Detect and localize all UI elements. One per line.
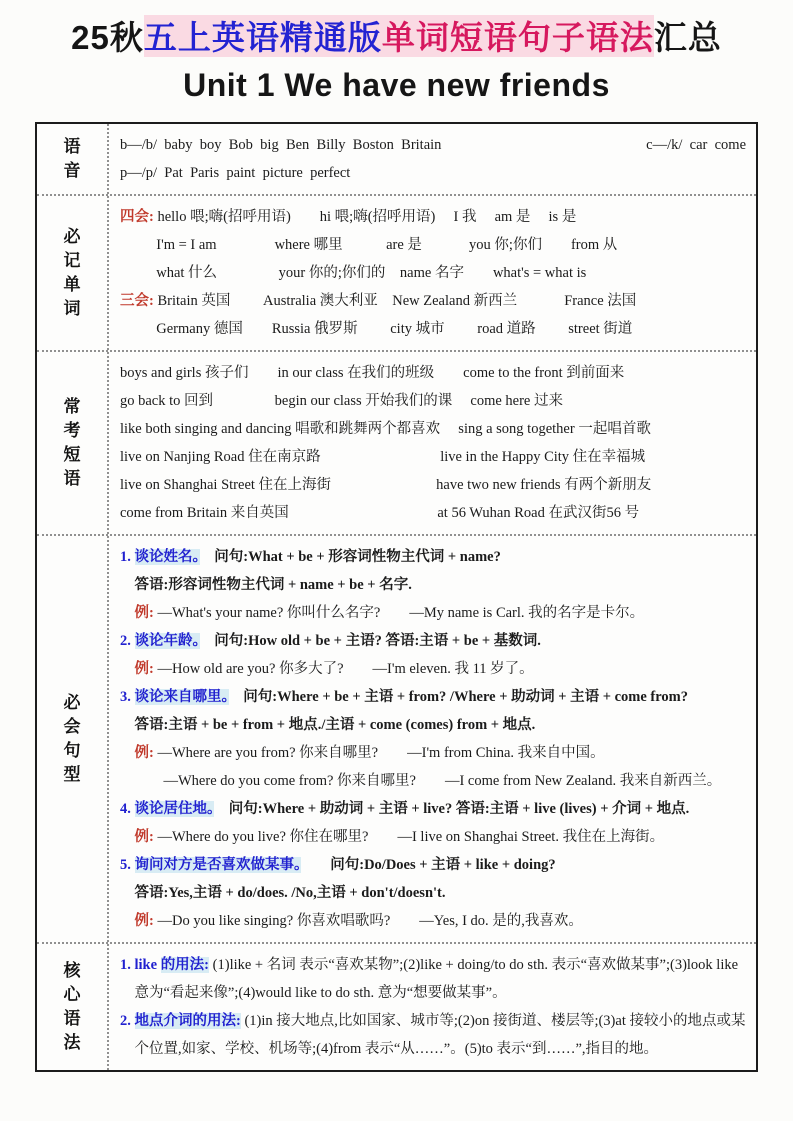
label-char: 法 [63,1033,81,1052]
text-segment: go back to 回到 begin our class 开始我们的课 come here 过来 [120,393,563,409]
label-char: 核 [63,961,81,980]
text-segment: 1. like [120,957,161,973]
section-label-phrases [37,352,109,534]
text-line [120,879,750,907]
text-segment: c—/k/ car come [646,137,746,153]
text-segment: 的用法: [160,957,210,973]
page-header [0,0,793,108]
text-line [120,795,750,823]
text-line [120,907,750,935]
text-segment: 问句:Where + be + 主语 + from? /Where + 助动词 + 主语 + come from? [228,689,689,705]
title-segment: 25秋 [71,19,144,56]
label-char: 型 [63,765,81,784]
section-label-sentences [37,536,109,942]
text-segment: —Do you like singing? 你喜欢唱歌吗? —Yes, I do. 是的,我喜欢。 [153,913,583,929]
title-segment: 汇总 [653,19,722,56]
text-segment: Britain 英国 Australia 澳大利亚 New Zealand 新西兰 France 法国 [153,293,637,309]
label-char: 语 [63,1009,81,1028]
text-segment: 例: [120,745,154,761]
label-char: 记 [63,251,81,270]
section-words [37,194,756,350]
text-segment: 例: [120,829,154,845]
label-char: 词 [63,299,81,318]
text-segment: 例: [120,605,154,621]
text-segment: 问句:What + be + 形容词性物主代词 + name? [199,549,501,565]
label-char: 语 [63,137,81,156]
text-segment: boys and girls 孩子们 in our class 在我们的班级 come to the front 到前面来 [120,365,625,381]
section-content-words [109,196,756,350]
label-char: 语 [63,469,81,488]
text-segment: hello 喂;嗨(招呼用语) hi 喂;嗨(招呼用语) I 我 am 是 is 是 [153,209,577,225]
text-line [120,599,750,627]
text-segment: 1. [120,549,135,565]
label-char: 句 [63,741,81,760]
text-segment: —Where do you come from? 你来自哪里? —I come from New Zealand. 我来自新西兰。 [120,773,722,789]
text-segment: 答语:主语 + be + from + 地点./主语 + come (comes) from + 地点. [120,717,536,733]
summary-table [35,122,758,1072]
section-content-sentences [109,536,756,942]
section-label-grammar [37,944,109,1070]
text-segment: (1)like + 名词 表示“喜欢某物”;(2)like + doing/to do sth. 表示“喜欢做某事”;(3)look like 意为“看起来像”;(4)would like to do sth. 意为“想要做某事”。 [134,957,742,1001]
text-line [120,851,750,879]
text-line [120,951,750,1007]
label-char: 必 [63,693,81,712]
text-line [120,231,750,259]
text-segment: Germany 德国 Russia 俄罗斯 city 城市 road 道路 street 街道 [120,321,633,337]
text-line [120,387,750,415]
text-segment: 谈论年龄。 [134,633,200,649]
text-segment: 谈论来自哪里。 [134,689,229,705]
text-line [120,627,750,655]
title-segment: 单词短语句子语法 [381,19,654,56]
text-segment: I'm = I am where 哪里 are 是 you 你;你们 from 从 [120,237,618,253]
text-line [120,443,750,471]
text-segment: —What's your name? 你叫什么名字? —My name is Carl. 我的名字是卡尔。 [153,605,645,621]
section-label-phonics [37,124,109,194]
text-line [120,767,750,795]
text-line [120,203,750,231]
text-segment: b—/b/ baby boy Bob big Ben Billy Boston Britain [120,137,442,153]
text-segment: 例: [120,661,154,677]
text-segment: p—/p/ Pat Paris paint picture perfect [120,165,351,181]
label-char: 必 [63,227,81,246]
text-segment: 4. [120,801,135,817]
text-segment: what 什么 your 你的;你们的 name 名字 what's = what is [120,265,587,281]
section-sentences [37,534,756,942]
title-segment: 五上英语精通版 [143,19,382,56]
text-segment: 四会: [120,209,154,225]
text-line [120,823,750,851]
section-label-words [37,196,109,350]
text-segment: 例: [120,913,154,929]
text-segment: 谈论居住地。 [134,801,215,817]
section-phrases [37,350,756,534]
text-segment: 5. [120,857,135,873]
label-char: 会 [63,717,81,736]
page-title [0,16,793,60]
label-char: 音 [63,161,81,180]
text-line [120,571,750,599]
text-line [120,739,750,767]
section-content-grammar [109,944,756,1070]
text-line [120,415,750,443]
section-grammar [37,942,756,1070]
text-segment: 2. [120,1013,135,1029]
text-line [120,131,750,159]
text-segment: 答语:Yes,主语 + do/does. /No,主语 + don't/doesn't. [120,885,446,901]
text-segment: (1)in 接大地点,比如国家、城市等;(2)on 接街道、楼层等;(3)at 接较小的地点或某个位置,如家、学校、机场等;(4)from 表示“从……”。(5)to 表示“到……”,指目的地。 [134,1013,746,1057]
text-line [120,315,750,343]
text-line [120,543,750,571]
text-segment: 三会: [120,293,154,309]
text-segment: 谈论姓名。 [134,549,200,565]
text-segment: 问句:How old + be + 主语? 答语:主语 + be + 基数词. [199,633,541,649]
text-line [120,471,750,499]
text-segment: live on Nanjing Road 住在南京路 live in the Happy City 住在幸福城 [120,449,646,465]
text-segment: like both singing and dancing 唱歌和跳舞两个都喜欢 sing a song together 一起唱首歌 [120,421,651,437]
text-line [120,259,750,287]
text-segment: come from Britain 来自英国 at 56 Wuhan Road 在武汉街56 号 [120,505,640,521]
text-line [120,287,750,315]
label-char: 考 [63,421,81,440]
text-line [120,159,750,187]
text-segment: —How old are you? 你多大了? —I'm eleven. 我 11 岁了。 [153,661,534,677]
text-segment: 问句:Where + 助动词 + 主语 + live? 答语:主语 + live (lives) + 介词 + 地点. [214,801,690,817]
section-content-phonics [109,124,756,194]
text-segment: live on Shanghai Street 住在上海街 have two new friends 有两个新朋友 [120,477,652,493]
text-line [120,499,750,527]
text-segment: 地点介词的用法: [134,1013,241,1029]
section-content-phrases [109,352,756,534]
text-segment: 问句:Do/Does + 主语 + like + doing? [301,857,556,873]
text-segment: 2. [120,633,135,649]
text-segment: —Where do you live? 你住在哪里? —I live on Shanghai Street. 我住在上海街。 [153,829,665,845]
text-line [120,1007,750,1063]
label-char: 短 [63,445,81,464]
text-line [120,711,750,739]
text-line [120,655,750,683]
unit-subtitle: Unit 1 We have new friends [183,67,610,103]
label-char: 单 [63,275,81,294]
text-line [120,359,750,387]
text-segment: 3. [120,689,135,705]
text-line [120,683,750,711]
text-segment: —Where are you from? 你来自哪里? —I'm from China. 我来自中国。 [153,745,605,761]
text-segment: 答语:形容词性物主代词 + name + be + 名字. [120,577,412,593]
label-char: 常 [63,397,81,416]
text-segment: 询问对方是否喜欢做某事。 [134,857,302,873]
section-phonics [37,124,756,194]
label-char: 心 [63,985,81,1004]
